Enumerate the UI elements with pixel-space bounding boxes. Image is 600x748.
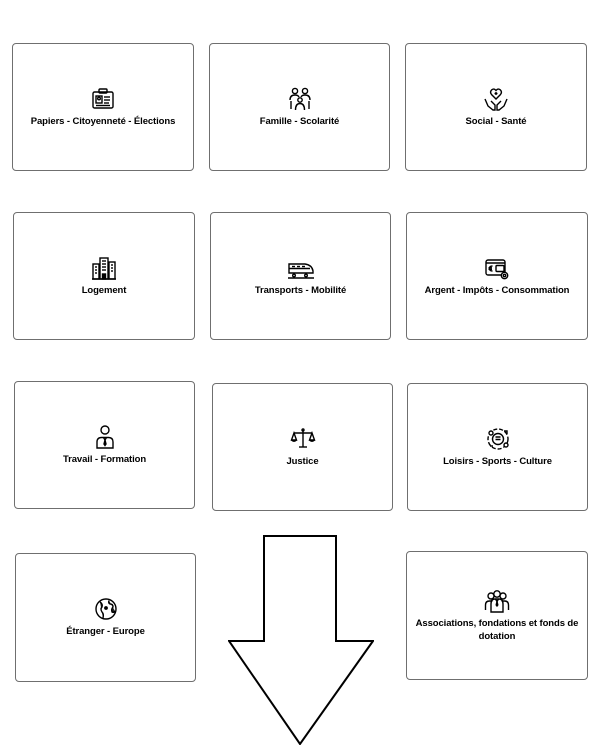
card-logement[interactable] <box>13 212 195 340</box>
card-label: Justice <box>286 455 319 467</box>
card-label: Transports - Mobilité <box>254 284 347 296</box>
card-argent[interactable] <box>406 212 588 340</box>
wallet-euro-icon <box>484 255 510 281</box>
card-social[interactable] <box>405 43 587 171</box>
train-icon <box>288 255 314 281</box>
people-group-icon <box>484 588 510 614</box>
card-label: Travail - Formation <box>62 453 147 465</box>
card-label: Associations, fondations et fonds de dotation <box>415 618 579 642</box>
worker-icon <box>92 424 118 450</box>
card-loisirs[interactable] <box>407 383 588 511</box>
leisure-icon <box>485 426 511 452</box>
card-label: Étranger - Europe <box>66 626 145 638</box>
card-papiers[interactable] <box>12 43 194 171</box>
card-transports[interactable] <box>210 212 391 340</box>
card-associations[interactable] <box>406 551 588 680</box>
family-icon <box>287 86 313 112</box>
down-arrow-icon <box>228 535 374 745</box>
card-label: Loisirs - Sports - Culture <box>443 455 552 467</box>
scales-icon <box>290 426 316 452</box>
id-card-icon <box>90 86 116 112</box>
buildings-icon <box>91 255 117 281</box>
card-famille[interactable] <box>209 43 390 171</box>
card-etranger[interactable] <box>15 553 196 682</box>
card-label: Papiers - Citoyenneté - Élections <box>30 115 176 127</box>
globe-icon <box>93 596 119 622</box>
card-label: Logement <box>81 284 127 296</box>
card-label: Famille - Scolarité <box>259 115 340 127</box>
card-justice[interactable] <box>212 383 393 511</box>
heart-hands-icon <box>483 86 509 112</box>
card-travail[interactable] <box>14 381 195 509</box>
card-label: Argent - Impôts - Consommation <box>424 284 570 296</box>
card-label: Social - Santé <box>465 115 527 127</box>
